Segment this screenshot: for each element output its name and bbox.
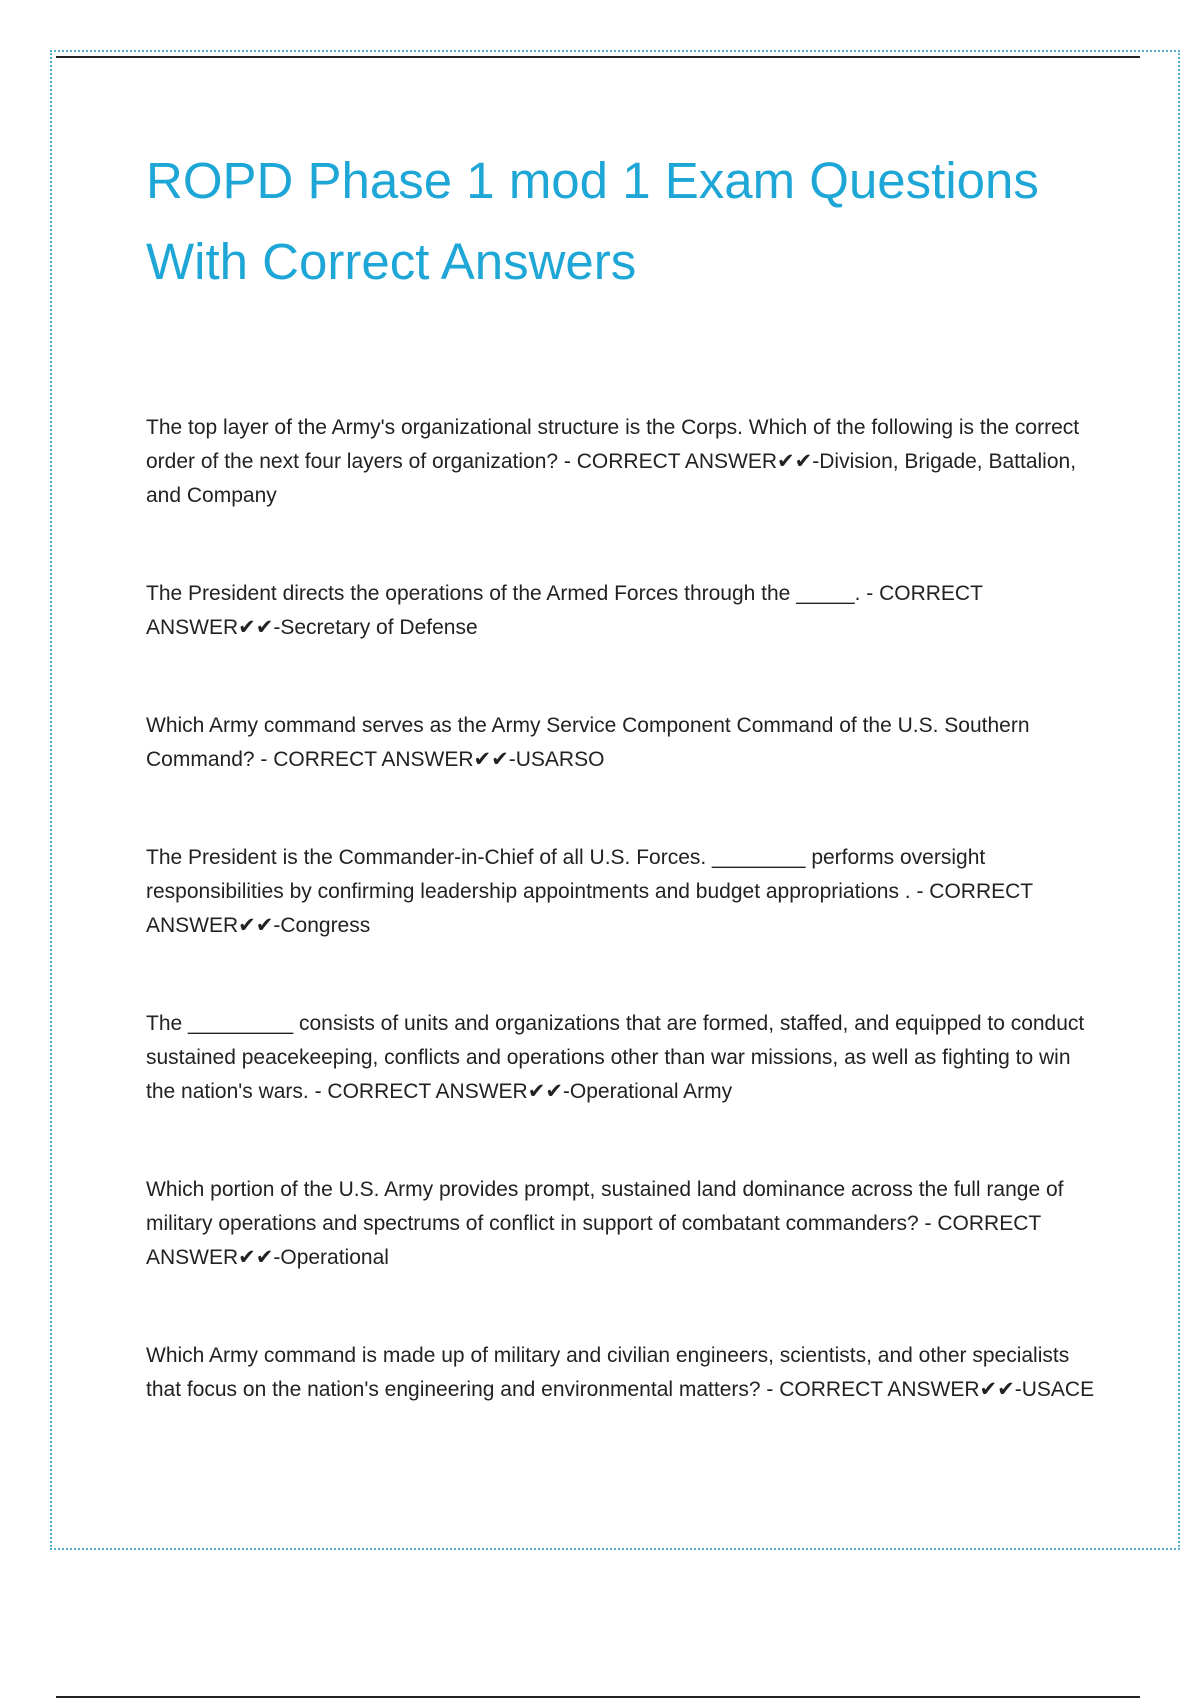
question-item-6 — [146, 1173, 1096, 1275]
header-rule — [56, 56, 1140, 58]
answer-text: Operational Army — [569, 1080, 733, 1103]
question-item-3 — [146, 709, 1096, 777]
answer-marker: - CORRECT ANSWER✔✔- — [558, 450, 820, 473]
answer-text: Division, Brigade, Battalion, and Company — [146, 450, 1077, 507]
answer-text: Congress — [280, 914, 371, 937]
question-text: Which Army command is made up of military and civilian engineers, scientists, and other specialists that focus on the nation's engineering and environmental matters? — [146, 1344, 1070, 1401]
question-text: Which Army command serves as the Army Service Component Command of the U.S. Southern Command? — [146, 714, 1030, 771]
answer-marker: - CORRECT ANSWER✔✔- — [760, 1378, 1022, 1401]
answer-text: USARSO — [515, 748, 605, 771]
footer-rule — [56, 1696, 1140, 1698]
answer-text: Operational — [280, 1246, 389, 1269]
question-text: The _________ consists of units and organizations that are formed, staffed, and equipped to conduct sustained peacekeeping, conflicts and operations other than war missions, as well as fighting to win the nation's wars. — [146, 1012, 1085, 1103]
question-item-5 — [146, 1007, 1096, 1109]
question-item-4 — [146, 841, 1096, 943]
question-item-7 — [146, 1339, 1096, 1407]
answer-text: Secretary of Defense — [280, 616, 478, 639]
question-text: The President directs the operations of the Armed Forces through the _____. — [146, 582, 861, 605]
question-text: The top layer of the Army's organizational structure is the Corps. Which of the following is the correct order of the next four layers of organization? — [146, 416, 1080, 473]
answer-text: USACE — [1021, 1378, 1095, 1401]
document-title: ROPD Phase 1 mod 1 Exam Questions With Correct Answers — [146, 152, 1039, 290]
question-item-2 — [146, 577, 1096, 645]
answer-marker: - CORRECT ANSWER✔✔- — [308, 1080, 570, 1103]
question-text: Which portion of the U.S. Army provides prompt, sustained land dominance across the full range of military operations and spectrums of conflict in support of combatant commanders? — [146, 1178, 1064, 1235]
answer-marker: - CORRECT ANSWER✔✔- — [146, 1212, 1041, 1269]
answer-marker: - CORRECT ANSWER✔✔- — [254, 748, 516, 771]
question-text: The President is the Commander-in-Chief of all U.S. Forces. ________ performs oversight responsibilities by confirming leadership appointments and budget appropriations . — [146, 846, 986, 903]
question-list — [146, 411, 1096, 1407]
answer-marker: - CORRECT ANSWER✔✔- — [146, 582, 983, 639]
answer-marker: - CORRECT ANSWER✔✔- — [146, 880, 1033, 937]
question-item-1 — [146, 411, 1096, 513]
